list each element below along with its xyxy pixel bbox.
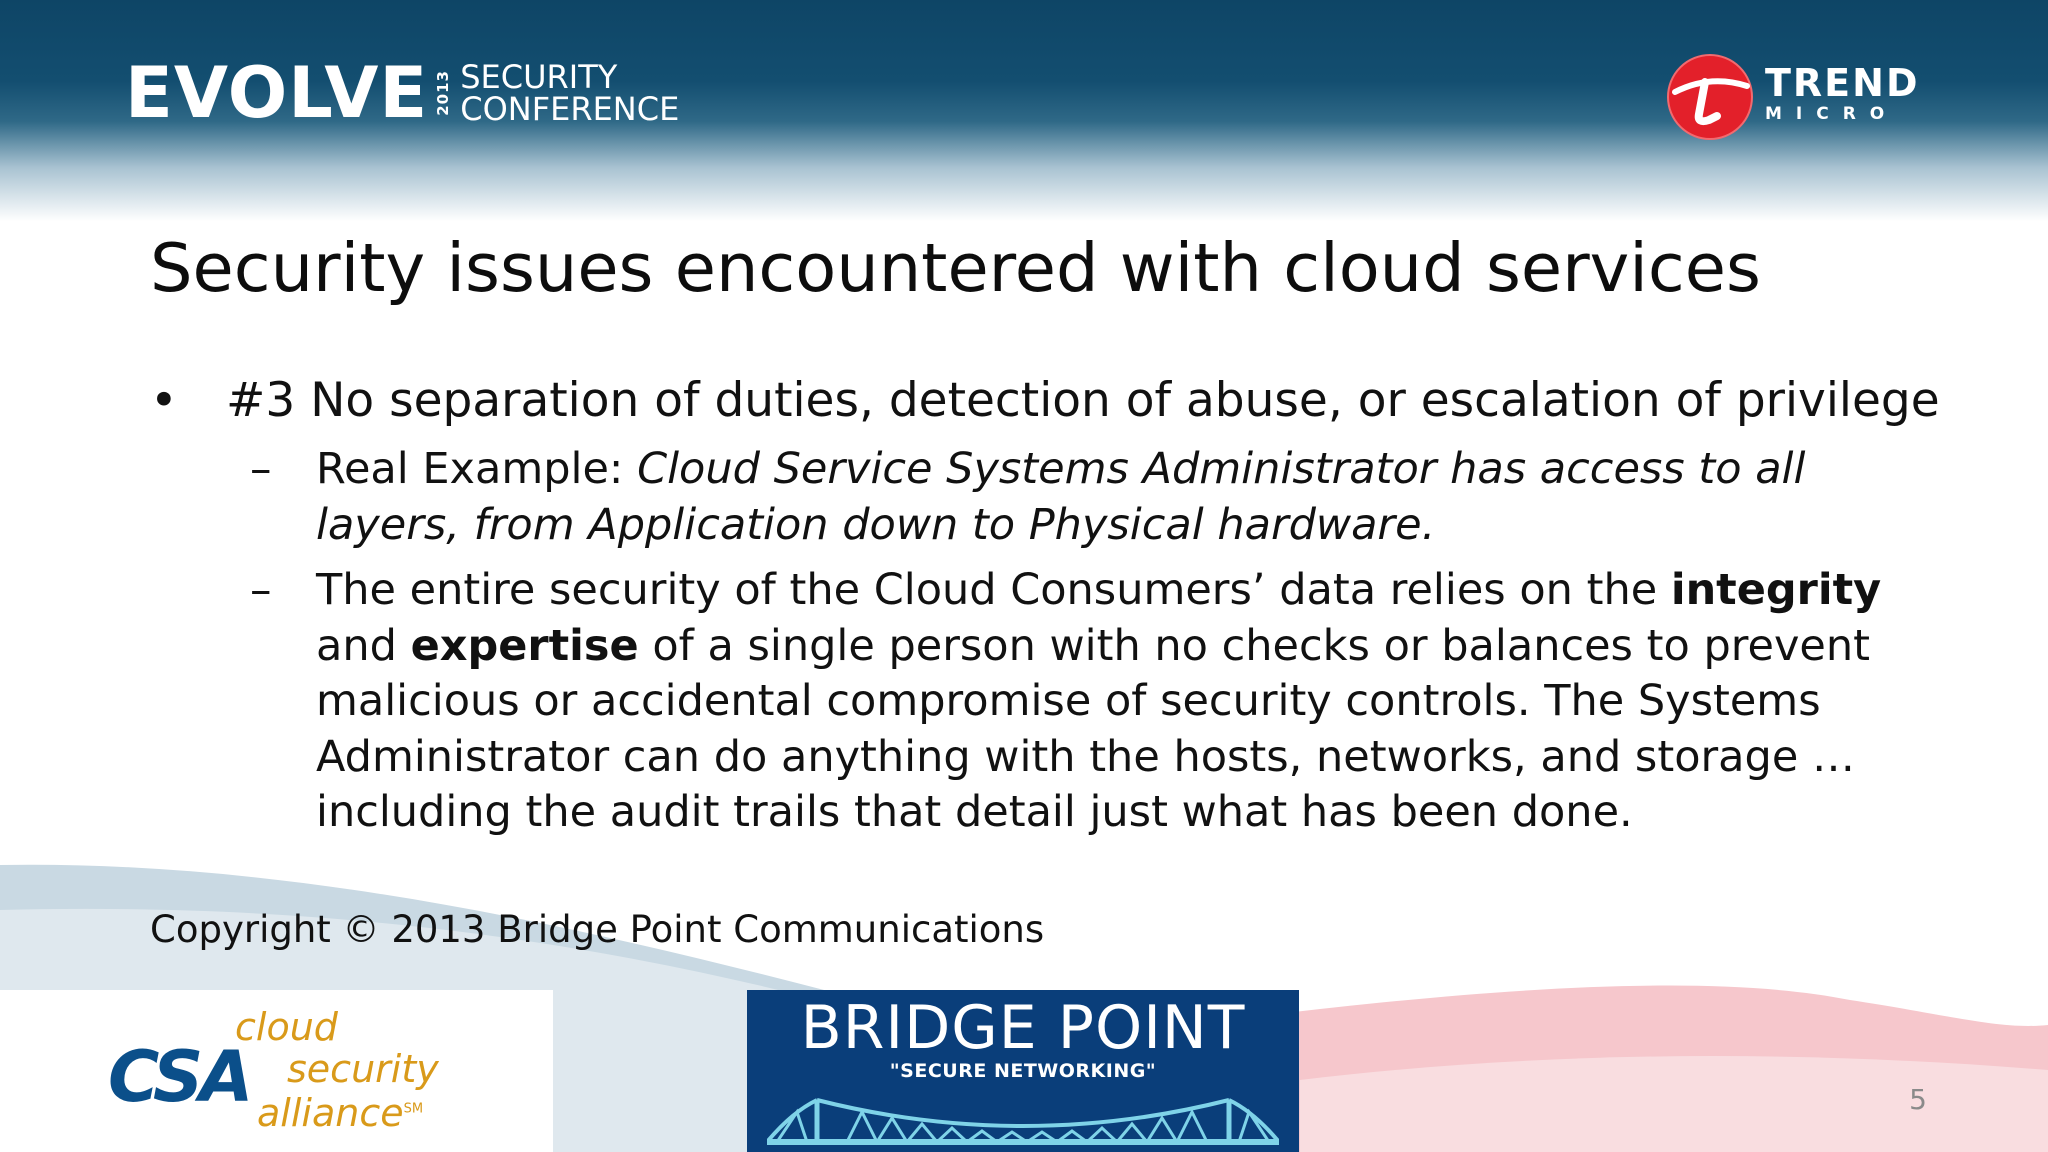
slide-title: Security issues encountered with cloud services bbox=[150, 229, 1761, 307]
bridge-point-tagline: "SECURE NETWORKING" bbox=[889, 1060, 1157, 1082]
micro-logo-word: MICRO bbox=[1765, 104, 1899, 124]
trend-micro-logo bbox=[1665, 52, 1925, 142]
csa-logo-alliance-word: alliance bbox=[257, 1091, 404, 1135]
sub-bullet-integrity bbox=[250, 563, 1970, 841]
evolve-logo-security: SECURITY bbox=[460, 58, 618, 96]
evolve-logo-conference: CONFERENCE bbox=[460, 90, 680, 128]
csa-logo-mark: CSA bbox=[108, 1036, 250, 1118]
dash-icon: – bbox=[250, 444, 272, 494]
evolve-conference-logo bbox=[125, 52, 680, 134]
bullet-icon: • bbox=[150, 373, 178, 428]
sub-bullet-text bbox=[316, 442, 1956, 553]
real-example-italic: Cloud Service Systems Administrator has access to all layers, from Application down to Physical hardware. bbox=[316, 444, 1806, 550]
evolve-logo-subtitle bbox=[460, 58, 680, 128]
integrity-text-part3: of a single person with no checks or balances to prevent malicious or accidental compromise of security controls. The Systems Administrator can do anything with the hosts, networks, and storage … including the audit trails that detail just what has been done. bbox=[316, 620, 1870, 837]
csa-logo-service-mark: SM bbox=[403, 1101, 424, 1117]
real-example-lead: Real Example: bbox=[316, 444, 638, 494]
integrity-text-part1: The entire security of the Cloud Consumers’ data relies on the bbox=[316, 565, 1671, 615]
bullet-text: #3 No separation of duties, detection of abuse, or escalation of privilege bbox=[226, 373, 1940, 428]
page-number: 5 bbox=[1909, 1083, 1927, 1116]
bullet-item bbox=[150, 368, 1970, 434]
trend-micro-emblem-icon bbox=[1665, 52, 1755, 142]
csa-logo-security: security bbox=[287, 1047, 439, 1091]
bridge-icon bbox=[767, 1082, 1279, 1148]
csa-logo-cloud: cloud bbox=[235, 1005, 338, 1049]
sub-bullet-real-example bbox=[250, 442, 1970, 553]
csa-logo-alliance bbox=[257, 1091, 424, 1135]
bridge-point-logo bbox=[747, 990, 1299, 1152]
dash-icon: – bbox=[250, 565, 272, 615]
evolve-logo-word: EVOLVE bbox=[125, 52, 429, 134]
trend-micro-wordmark bbox=[1765, 61, 1920, 124]
integrity-text-part2: and bbox=[316, 620, 411, 671]
integrity-bold: integrity bbox=[1670, 565, 1882, 615]
bridge-point-title: BRIDGE POINT bbox=[800, 993, 1246, 1063]
csa-logo bbox=[0, 990, 553, 1152]
sub-bullet-text bbox=[316, 563, 1956, 841]
copyright-notice: Copyright © 2013 Bridge Point Communications bbox=[150, 908, 1045, 951]
trend-logo-word: TREND bbox=[1765, 61, 1920, 105]
expertise-bold: expertise bbox=[410, 620, 639, 671]
evolve-logo-year: 2013 bbox=[434, 70, 453, 116]
slide-content bbox=[150, 368, 1970, 841]
